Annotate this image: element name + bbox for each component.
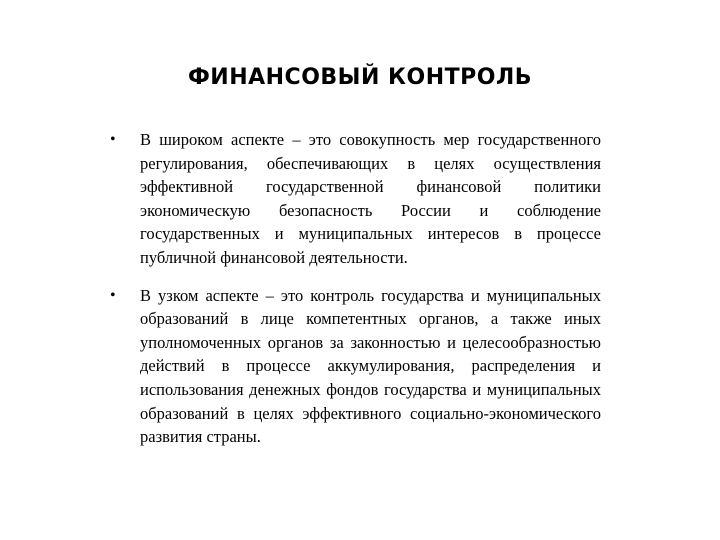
bullet-text-narrow: В узком аспекте – это контроль государства и муниципальных образований в лице компетентных органов, а также иных уполномоченных органов за законностью и целесообразностью действий в процессе аккумулирования, распределения и использования денежных фондов государства и муниципальных образований в целях эффективного социально-экономического развития страны. bbox=[140, 285, 601, 447]
bullet-item-broad bbox=[108, 128, 601, 270]
bullet-text-broad: В широком аспекте – это совокупность мер государственного регулирования, обеспечивающих в целях осуществления эффективной государственной финансовой политики экономическую безопасность России и соблюдение государственных и муниципальных интересов в процессе публичной финансовой деятельности. bbox=[140, 130, 601, 267]
slide-title: ФИНАНСОВЫЙ КОНТРОЛЬ bbox=[187, 65, 533, 90]
bullet-list bbox=[108, 128, 601, 463]
bullet-dot-icon: • bbox=[110, 131, 116, 148]
bullet-dot-icon: • bbox=[110, 286, 116, 304]
bullet-item-narrow bbox=[108, 284, 601, 449]
